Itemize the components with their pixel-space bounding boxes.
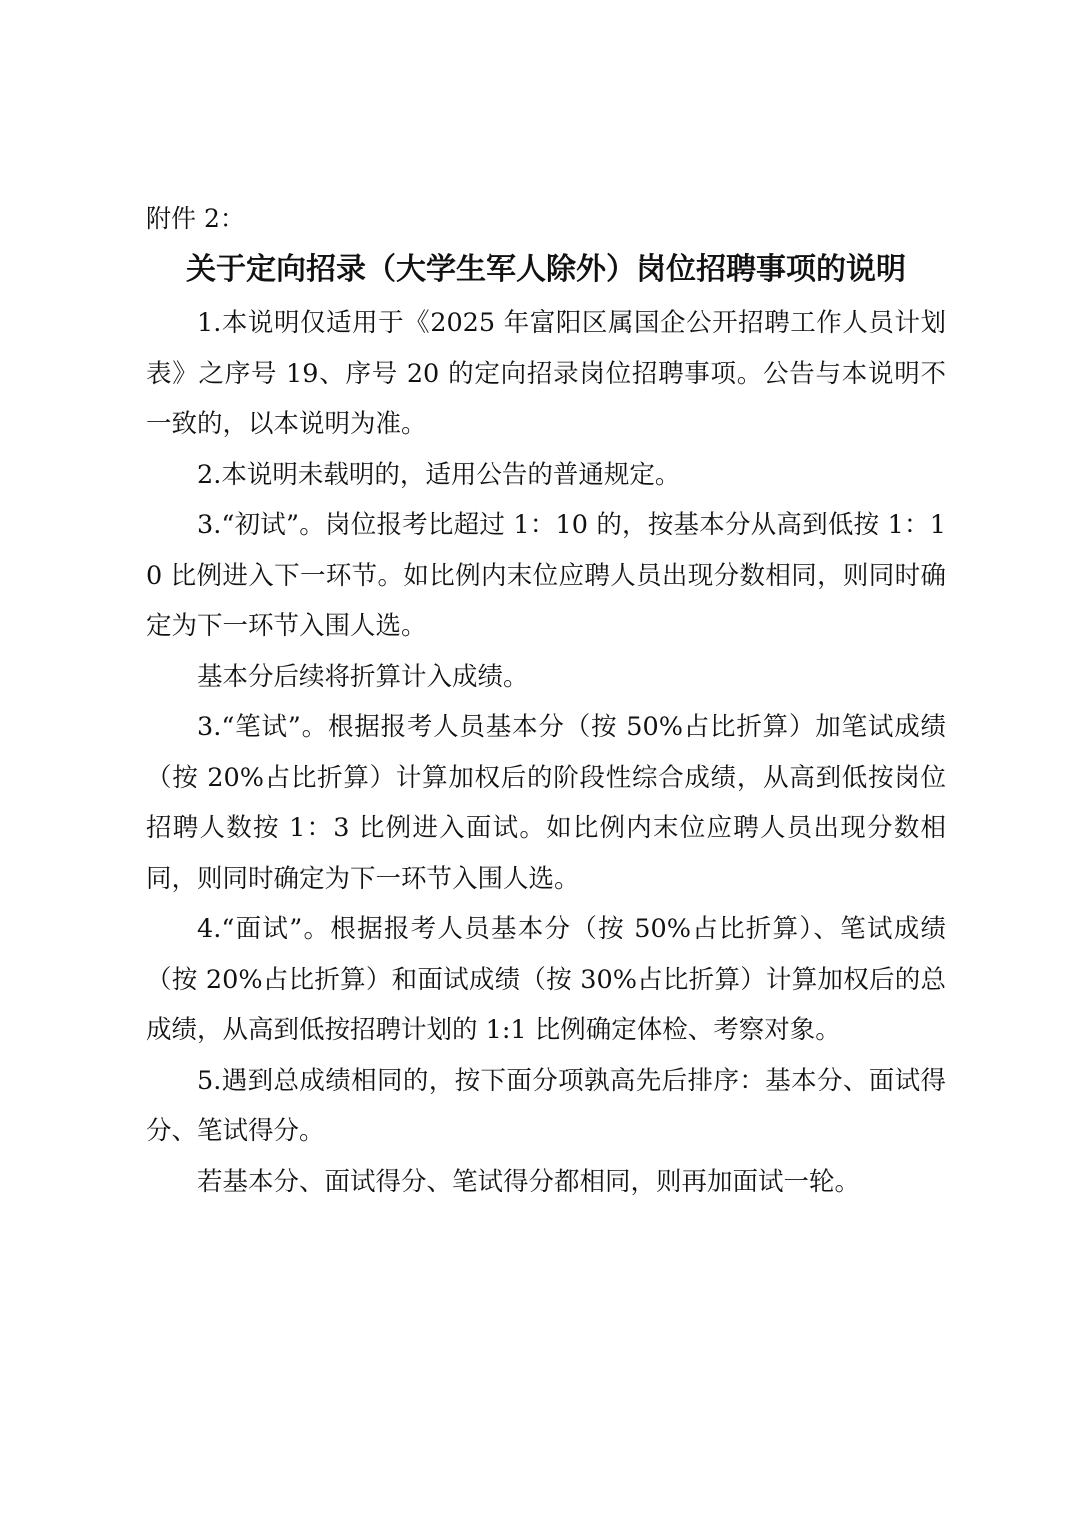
paragraph-tie-break: 5.遇到总成绩相同的，按下面分项孰高先后排序：基本分、面试得分、笔试得分。 — [146, 1065, 946, 1146]
paragraph-interview: 4.“面试”。根据报考人员基本分（按 50%占比折算）、笔试成绩（按 20%占比折算）和面试成绩（按 30%占比折算）计算加权后的总成绩，从高到低按招聘计划的 1:1 比例确定体检、考察对象。 — [146, 914, 946, 1045]
attachment-label: 附件 2： — [146, 204, 245, 233]
paragraph-extra-interview: 若基本分、面试得分、笔试得分都相同，则再加面试一轮。 — [197, 1166, 861, 1197]
paragraph-base-score-note: 基本分后续将折算计入成绩。 — [197, 661, 529, 692]
paragraph-preliminary-test: 3.“初试”。岗位报考比超过 1：10 的，按基本分从高到低按 1：10 比例进入下一环节。如比例内末位应聘人员出现分数相同，则同时确定为下一环节入围人选。 — [146, 510, 946, 641]
paragraph-scope: 1.本说明仅适用于《2025 年富阳区属国企公开招聘工作人员计划表》之序号 19、序号 20 的定向招录岗位招聘事项。公告与本说明不一致的，以本说明为准。 — [146, 308, 946, 439]
paragraph-written-test: 3.“笔试”。根据报考人员基本分（按 50%占比折算）加笔试成绩（按 20%占比折算）计算加权后的阶段性综合成绩，从高到低按岗位招聘人数按 1：3 比例进入面试。如比例内末位应聘人员出现分数相同，则同时确定为下一环节入围人选。 — [146, 712, 946, 894]
paragraph-general-rules: 2.本说明未载明的，适用公告的普通规定。 — [197, 459, 681, 490]
document-title: 关于定向招录（大学生军人除外）岗位招聘事项的说明 — [186, 252, 906, 287]
document-body — [146, 196, 946, 1207]
